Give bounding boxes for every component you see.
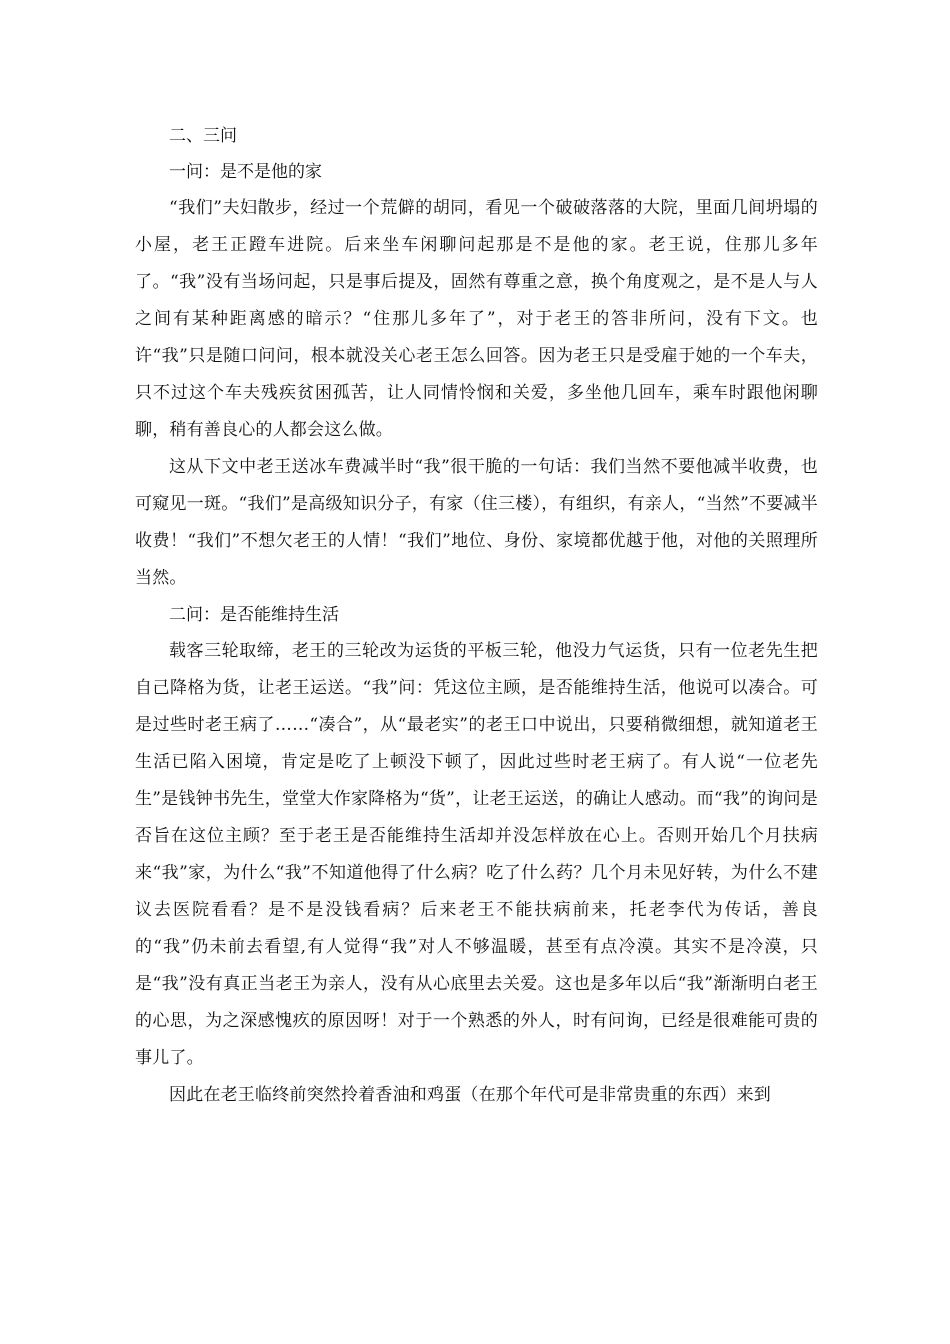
question-two-heading: 二问：是否能维持生活 bbox=[169, 605, 339, 625]
paragraph-2: 这从下文中老王送冰车费减半时“我”很干脆的一句话：我们当然不要他减半收费，也可窥见一斑。“我们”是高级知识分子，有家（住三楼），有组织，有亲人，“当然”不要减半收费！“我们”不想欠老王的人情！“我们”地位、身份、家境都优越于他，对他的关照理所当然。 bbox=[135, 457, 818, 588]
paragraph-3: 载客三轮取缔，老王的三轮改为运货的平板三轮，他没力气运货，只有一位老先生把自己降格为货，让老王运送。“我”问：凭这位主顾，是否能维持生活，他说可以凑合。可是过些时老王病了……“凑合”，从“最老实”的老王口中说出，只要稍微细想，就知道老王生活已陷入困境，肯定是吃了上顿没下顿了，因此过些时老王病了。有人说“一位老先生”是钱钟书先生，堂堂大作家降格为“货”，让老王运送，的确让人感动。而“我”的询问是否旨在这位主顾？至于老王是否能维持生活却并没怎样放在心上。否则开始几个月扶病来“我”家，为什么“我”不知道他得了什么病？吃了什么药？几个月未见好转，为什么不建议去医院看看？是不是没钱看病？后来老王不能扶病前来，托老李代为传话，善良的“我”仍未前去看望,有人觉得“我”对人不够温暖，甚至有点冷漠。其实不是冷漠，只是“我”没有真正当老王为亲人，没有从心底里去关爱。这也是多年以后“我”渐渐明白老王的心思，为之深感愧疚的原因呀！对于一个熟悉的外人，时有问询，已经是很难能可贵的事儿了。 bbox=[135, 641, 818, 1068]
section-title: 二、三问 bbox=[169, 126, 237, 146]
paragraph-4: 因此在老王临终前突然拎着香油和鸡蛋（在那个年代可是非常贵重的东西）来到 bbox=[169, 1085, 771, 1105]
document-body bbox=[135, 118, 818, 1114]
question-one-heading: 一问：是不是他的家 bbox=[169, 162, 322, 182]
paragraph-1: “我们”夫妇散步，经过一个荒僻的胡同，看见一个破破落落的大院，里面几间坍塌的小屋，老王正蹬车进院。后来坐车闲聊问起那是不是他的家。老王说，住那儿多年了。“我”没有当场问起，只是事后提及，固然有尊重之意，换个角度观之，是不是人与人之间有某种距离感的暗示？“住那儿多年了”，对于老王的答非所问，没有下文。也许“我”只是随口问问，根本就没关心老王怎么回答。因为老王只是受雇于她的一个车夫，只不过这个车夫残疾贫困孤苦，让人同情怜悯和关爱，多坐他几回车，乘车时跟他闲聊聊，稍有善良心的人都会这么做。 bbox=[135, 198, 818, 440]
